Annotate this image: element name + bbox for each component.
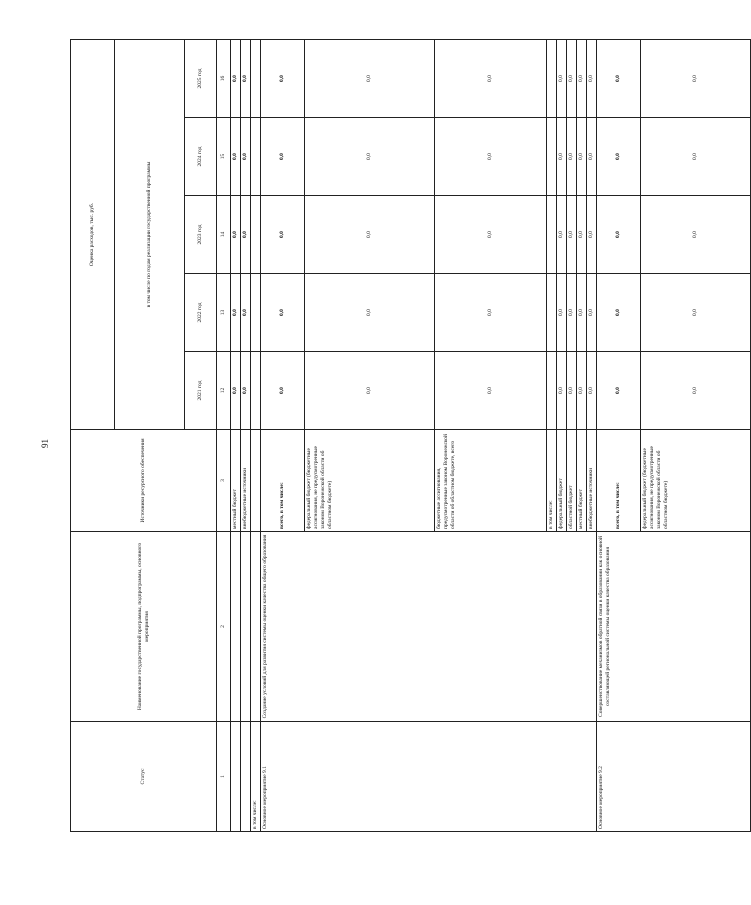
value-cell: 0,0	[587, 352, 597, 430]
value-cell: 0,0	[597, 40, 641, 118]
value-cell: 0,0	[577, 196, 587, 274]
value-cell: 0,0	[587, 196, 597, 274]
value-cell: 0,0	[435, 274, 547, 352]
value-cell: 0,0	[567, 274, 577, 352]
value-cell: 0,0	[557, 352, 567, 430]
rotated-table-frame	[70, 40, 699, 832]
value-cell: 0,0	[231, 352, 241, 430]
value-cell: 0,0	[231, 118, 241, 196]
value-cell: 0,0	[435, 118, 547, 196]
value-cell: 0,0	[261, 274, 305, 352]
value-cell: 0,0	[557, 118, 567, 196]
header-estimate: Оценка расходов, тыс. руб.	[71, 40, 115, 430]
col-number: 12	[217, 352, 231, 430]
value-cell: 0,0	[231, 274, 241, 352]
value-cell: 0,0	[557, 40, 567, 118]
source-cell: бюджетные ассигнования, предусмотренные законом Воронежской области об областном бюджете, всего	[435, 430, 547, 532]
source-cell: всего, в том числе:	[261, 430, 305, 532]
value-cell: 0,0	[641, 352, 751, 430]
value-cell: 0,0	[231, 40, 241, 118]
value-cell: 0,0	[641, 274, 751, 352]
value-cell: 0,0	[597, 196, 641, 274]
status-cell: Основное мероприятие 9.2	[597, 722, 751, 832]
value-cell: 0,0	[577, 40, 587, 118]
source-cell: в том числе:	[547, 430, 557, 532]
value-cell: 0,0	[557, 196, 567, 274]
table-row	[231, 40, 241, 832]
vtom-label: в том числе:	[251, 722, 261, 832]
source-cell: федеральный бюджет (бюджетные ассигнования, не предусмотренные законом Воронежской области об областном бюджете)	[305, 430, 435, 532]
budget-table	[70, 39, 751, 832]
header-year: 2022 год	[185, 274, 217, 352]
value-cell: 0,0	[435, 40, 547, 118]
value-cell: 0,0	[241, 274, 251, 352]
header-source: Источники ресурсного обеспечения	[71, 430, 217, 532]
value-cell: 0,0	[577, 118, 587, 196]
source-cell: местный бюджет	[577, 430, 587, 532]
header-name: Наименование государственной программы, подпрограммы, основного мероприятия	[71, 532, 217, 722]
col-number: 15	[217, 118, 231, 196]
value-cell: 0,0	[305, 118, 435, 196]
value-cell: 0,0	[261, 196, 305, 274]
source-cell: местный бюджет	[231, 430, 241, 532]
value-cell: 0,0	[587, 274, 597, 352]
value-cell: 0,0	[241, 40, 251, 118]
header-year: 2024 год	[185, 118, 217, 196]
source-cell: областной бюджет	[567, 430, 577, 532]
header-year: 2021 год	[185, 352, 217, 430]
value-cell: 0,0	[567, 40, 577, 118]
table-row	[241, 40, 251, 832]
value-cell: 0,0	[567, 196, 577, 274]
status-cell: Основное мероприятие 9.1	[261, 722, 597, 832]
value-cell: 0,0	[641, 196, 751, 274]
value-cell: 0,0	[577, 274, 587, 352]
value-cell: 0,0	[261, 352, 305, 430]
value-cell: 0,0	[305, 196, 435, 274]
col-number: 13	[217, 274, 231, 352]
source-cell: внебюджетные источники	[587, 430, 597, 532]
value-cell: 0,0	[641, 40, 751, 118]
header-year: 2023 год	[185, 196, 217, 274]
value-cell: 0,0	[587, 118, 597, 196]
source-cell: федеральный бюджет (бюджетные ассигнования, не предусмотренные законом Воронежской области об областном бюджете)	[641, 430, 751, 532]
value-cell: 0,0	[597, 352, 641, 430]
value-cell: 0,0	[241, 352, 251, 430]
source-cell: всего, в том числе:	[597, 430, 641, 532]
table-row	[597, 40, 641, 832]
value-cell: 0,0	[241, 196, 251, 274]
value-cell: 0,0	[305, 40, 435, 118]
value-cell: 0,0	[261, 118, 305, 196]
activity-name: Создание условий для развития системы оценки качества общего образования	[261, 532, 597, 722]
value-cell: 0,0	[435, 352, 547, 430]
header-year: 2025 год	[185, 40, 217, 118]
value-cell: 0,0	[567, 118, 577, 196]
value-cell: 0,0	[261, 40, 305, 118]
value-cell: 0,0	[557, 274, 567, 352]
col-number: 3	[217, 430, 231, 532]
col-number: 16	[217, 40, 231, 118]
table-row	[261, 40, 305, 832]
value-cell: 0,0	[241, 118, 251, 196]
value-cell: 0,0	[597, 274, 641, 352]
header-status: Статус	[71, 722, 217, 832]
value-cell: 0,0	[587, 40, 597, 118]
value-cell: 0,0	[305, 352, 435, 430]
col-number: 14	[217, 196, 231, 274]
value-cell: 0,0	[577, 352, 587, 430]
col-number: 2	[217, 532, 231, 722]
activity-name: Совершенствование механизмов обратной связи в образовании как основной составляющей региональной системы оценки качества образования	[597, 532, 751, 722]
page-number: 91	[40, 439, 50, 448]
table-row	[251, 40, 261, 832]
col-number: 1	[217, 722, 231, 832]
value-cell: 0,0	[597, 118, 641, 196]
value-cell: 0,0	[567, 352, 577, 430]
value-cell: 0,0	[231, 196, 241, 274]
value-cell: 0,0	[305, 274, 435, 352]
source-cell: федеральный бюджет	[557, 430, 567, 532]
header-by-years: в том числе по годам реализации государственной программы	[115, 40, 185, 430]
value-cell: 0,0	[641, 118, 751, 196]
source-cell: внебюджетные источники	[241, 430, 251, 532]
value-cell: 0,0	[435, 196, 547, 274]
